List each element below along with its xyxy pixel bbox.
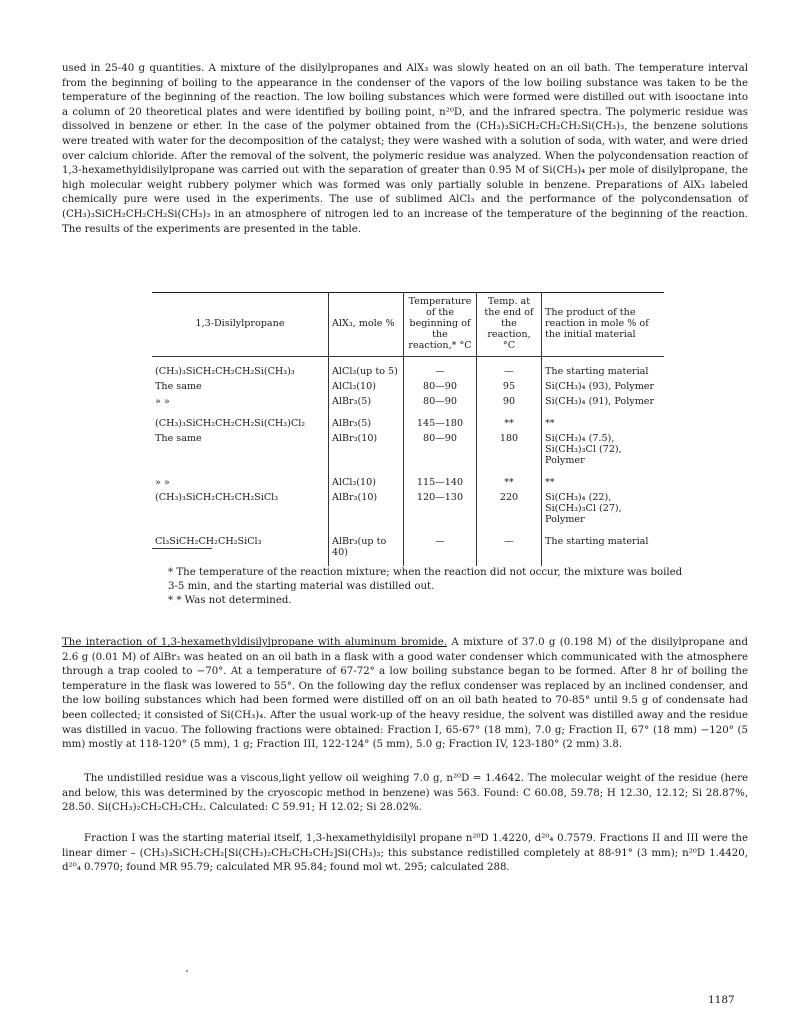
- cell-catalyst: AlBr₃(up to 40): [329, 527, 404, 566]
- cell-temp-end: **: [477, 468, 542, 490]
- cell-temp-end: 95: [477, 379, 542, 394]
- cell-product: Si(CH₃)₄ (7.5), Si(CH₃)₃Cl (72), Polymer: [542, 431, 665, 468]
- header-product: The product of the reaction in mole % of the initial material: [542, 293, 665, 357]
- cell-compound: (CH₃)₃SiCH₂CH₂CH₂Si(CH₃)₃: [155, 366, 295, 377]
- cell-compound: » »: [155, 396, 170, 407]
- cell-product: Si(CH₃)₄ (22), Si(CH₃)₃Cl (27), Polymer: [542, 490, 665, 527]
- cell-temp-begin: 115—140: [404, 468, 477, 490]
- cell-catalyst: AlBr₃(5): [329, 394, 404, 409]
- cell-temp-begin: 80—90: [404, 394, 477, 409]
- cell-catalyst: AlBr₃(10): [329, 431, 404, 468]
- cell-product: Si(CH₃)₄ (93), Polymer: [542, 379, 665, 394]
- paragraph-experimental-procedure: used in 25-40 g quantities. A mixture of the disilylpropanes and AlX₃ was slowly heated on an oil bath. The temperature interval from the beginning of boiling to the appearance in the condenser of the vapors of the low boiling substance was taken to be the temperature of the beginning of the reaction. The low boiling substances which were formed were distilled out with isooctane into a column of 20 theoretical plates and were identified by boiling point, n²⁰D, and the infrared spectra. The polymeric residue was dissolved in benzene or ether. In the case of the polymer obtained from the (CH₃)₃SiCH₂CH₂CH₂Si(CH₃)₃, the benzene solutions were treated with water for the decomposition of the catalyst; they were washed with a solution of soda, with water, and were dried over calcium chloride. After the removal of the solvent, the polymeric residue was analyzed. When the polycondensation reaction of 1,3-hexamethyldisilylpropane was carried out with the separation of greater than 0.95 M of Si(CH₃)₄ per mole of disilylpropane, the high molecular weight rubbery polymer which was formed was only partially soluble in benzene. Preparations of AlX₃ labeled chemically pure were used in the experiments. The use of sublimed AlCl₃ and the performance of the polycondensation of (CH₃)₃SiCH₂CH₂CH₂Si(CH₃)₃ in an atmosphere of nitrogen led to an increase of the temperature of the beginning of the reaction. The results of the experiments are presented in the table.: [62, 63, 748, 235]
- page-number: 1187: [708, 994, 735, 1006]
- cell-temp-begin: 80—90: [404, 431, 477, 468]
- table-row: [152, 357, 664, 380]
- table-row: [152, 490, 664, 527]
- cell-temp-begin: 145—180: [404, 409, 477, 431]
- footnote-double-asterisk: * * Was not determined.: [168, 595, 292, 606]
- cell-product: Si(CH₃)₄ (91), Polymer: [542, 394, 665, 409]
- results-table-container: [152, 292, 664, 566]
- table-row: [152, 409, 664, 431]
- cell-product: **: [542, 468, 665, 490]
- cell-compound: The same: [155, 381, 202, 392]
- table-row: [152, 431, 664, 468]
- paragraph-fractions: Fraction I was the starting material itself, 1,3-hexamethyldisilyl propane n²⁰D 1.4220, d²⁰₄ 0.7579. Fractions II and III were the linear dimer – (CH₃)₃SiCH₂CH₂[Si(CH₃)₂CH₂CH₂CH₂]Si(CH₃)₃; this substance redistilled completely at 88-91° (3 mm); n²⁰D 1.4420, d²⁰₄ 0.7970; found MR 95.79; calculated MR 95.84; found mol wt. 295; calculated 288.: [62, 833, 748, 874]
- header-temp-end: Temp. at the end of the reaction, °C: [477, 293, 542, 357]
- cell-catalyst: AlCl₃(up to 5): [329, 357, 404, 380]
- cell-temp-end: 90: [477, 394, 542, 409]
- cell-compound: Cl₃SiCH₂CH₂CH₂SiCl₃: [155, 536, 262, 547]
- results-table: [152, 292, 664, 566]
- cell-temp-begin: 120—130: [404, 490, 477, 527]
- cell-compound: The same: [155, 433, 202, 444]
- paragraph-residue: The undistilled residue was a viscous,light yellow oil weighing 7.0 g, n²⁰D = 1.4642. The molecular weight of the residue (here and below, this was determined by the cryoscopic method in benzene) was 563. Found: C 60.08, 59.78; H 12.30, 12.12; Si 28.87%, 28.50. Si(CH₃)₂CH₂CH₂CH₂. Calculated: C 59.91; H 12.02; Si 28.02%.: [62, 773, 748, 814]
- paragraph-aluminum-bromide: [62, 636, 748, 753]
- cell-temp-begin: 80—90: [404, 379, 477, 394]
- cell-compound: (CH₃)₃SiCH₂CH₂CH₂SiCl₃: [155, 492, 279, 503]
- cell-product: The starting material: [542, 357, 665, 380]
- table-header-row: [152, 293, 664, 357]
- cell-product: **: [542, 409, 665, 431]
- table-row: [152, 379, 664, 394]
- table-bottom-rule: [152, 548, 212, 549]
- table-row: [152, 468, 664, 490]
- table-row: [152, 394, 664, 409]
- cell-temp-end: 180: [477, 431, 542, 468]
- cell-compound: » »: [155, 477, 170, 488]
- print-speck: [186, 970, 188, 972]
- cell-temp-begin: —: [404, 527, 477, 566]
- table-row: [152, 527, 664, 566]
- cell-catalyst: AlBr₃(10): [329, 490, 404, 527]
- cell-temp-end: —: [477, 357, 542, 380]
- cell-temp-end: —: [477, 527, 542, 566]
- cell-product: The starting material: [542, 527, 665, 566]
- cell-compound: (CH₃)₃SiCH₂CH₂CH₂Si(CH₃)Cl₂: [155, 418, 306, 429]
- cell-catalyst: AlCl₃(10): [329, 468, 404, 490]
- cell-catalyst: AlCl₃(10): [329, 379, 404, 394]
- header-alx3-mole: AlX₃, mole %: [329, 293, 404, 357]
- cell-temp-end: 220: [477, 490, 542, 527]
- header-disilylpropane: 1,3-Disilylpropane: [152, 293, 329, 357]
- header-temp-beginning: Temperature of the beginning of the reaction,* °C: [404, 293, 477, 357]
- section-heading: The interaction of 1,3-hexamethyldisilylpropane with aluminum bromide.: [62, 637, 448, 648]
- cell-temp-end: **: [477, 409, 542, 431]
- table-footnotes: [168, 566, 688, 608]
- cell-temp-begin: —: [404, 357, 477, 380]
- paragraph-body: A mixture of 37.0 g (0.198 M) of the disilylpropane and 2.6 g (0.01 M) of AlBr₃ was heated on an oil bath in a flask with a good water condenser which communicated with the atmosphere through a trap cooled to −70°. At a temperature of 67-72° a low boiling substance began to be formed. After 8 hr of boiling the temperature in the flask was lowered to 55°. On the following day the reflux condenser was replaced by an inclined condenser, and the low boiling substances which had been formed were distilled off on an oil bath heated to 70-85° until 9.5 g of condensate had been collected; it consisted of Si(CH₃)₄. After the usual work-up of the heavy residue, the solvent was distilled away and the residue was distilled in vacuo. The following fractions were obtained: Fraction I, 65-67° (18 mm), 7.0 g; Fraction II, 67° (18 mm) −120° (5 mm) mostly at 118-120° (5 mm), 1 g; Fraction III, 122-124° (5 mm), 5.0 g; Fraction IV, 123-180° (2 mm) 3.8.: [62, 637, 749, 751]
- footnote-asterisk: * The temperature of the reaction mixture; when the reaction did not occur, the mixture was boiled 3-5 min, and the starting material was distilled out.: [168, 567, 683, 592]
- cell-catalyst: AlBr₃(5): [329, 409, 404, 431]
